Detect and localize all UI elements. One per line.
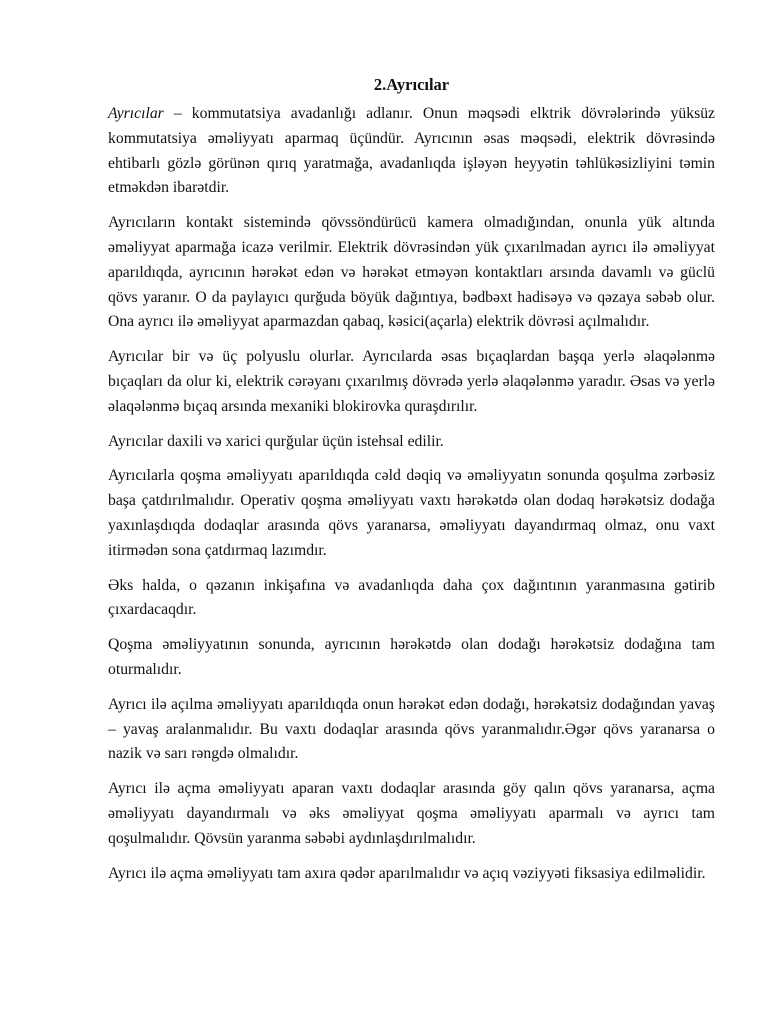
paragraph-contact-system: Ayrıcıların kontakt sistemində qövssöndürücü kamera olmadığından, onunla yük altında əməliyyat aparmağa icazə verilmir. Elektrik dövrəsindən yük çıxarılmadan ayrıcı ilə əməliyyat aparıldıqda, ayrıcının hərəkət edən və hərəkət etməyən kontaktları arsında davamlı və güclü qövs yaranır. O da paylayıcı qurğuda böyük dağıntıya, bədbəxt hadisəyə və qəzaya səbəb olur. Ona ayrıcı ilə əməliyyat aparmazdan qabaq, kəsici(açarla) elektrik dövrəsi açılmalıdır. xyxy=(108,214,715,331)
intro-text: – kommutatsiya avadanlığı adlanır. Onun məqsədi elktrik dövrələrində yüksüz kommutatsiya əməliyyatı aparmaq üçündür. Ayrıcının əsas məqsədi, elektrik dövrəsində ehtibarlı gözlə görünən qırıq yaratmağa, avadanlıqda işləyən heyyətin təhlükəsizliyini təmin etməkdən ibarətdir. xyxy=(108,105,715,197)
paragraph-otherwise: Əks halda, o qəzanın inkişafına və avadanlıqda daha çox dağıntının yaranmasına gətirib çıxardacaqdır. xyxy=(108,576,715,619)
page-title: 2.Ayrıcılar xyxy=(373,75,450,94)
intro-paragraph xyxy=(108,102,715,201)
paragraph-blue-arc: Ayrıcı ilə açma əməliyyatı aparan vaxtı dodaqlar arasında göy qalın qövs yaranarsa, açma əməliyyatı dayandırmalı və əks əməliyyat qoşma əməliyyatı aparmalı və ayrıcı tam qoşulmalıdır. Qövsün yaranma səbəbi aydınlaşdırılmalıdır. xyxy=(108,780,715,847)
paragraph-final: Ayrıcı ilə açma əməliyyatı tam axıra qədər aparılmalıdır və açıq vəziyyəti fiksasiya edilməlidir. xyxy=(108,864,706,882)
paragraph-closing-end: Qoşma əməliyyatının sonunda, ayrıcının hərəkətdə olan dodağı hərəkətsiz dodağına tam oturmalıdır. xyxy=(108,636,715,678)
paragraph-opening-operation: Ayrıcı ilə açılma əməliyyatı aparıldıqda onun hərəkət edən dodağı, hərəkətsiz dodağından yavaş – yavaş aralanmalıdır. Bu vaxtı dodaqlar arasında qövs yaranmalıdır.Əgər qövs yaranarsa o nazik və sarı rəngdə olmalıdır. xyxy=(108,695,715,763)
paragraph-poles: Ayrıcılar bir və üç polyuslu olurlar. Ayrıcılarda əsas bıçaqlardan başqa yerlə əlaqələnmə bıçaqları da olur ki, elektrik cərəyanı çıxarılmış dövrədə yerlə əlaqələnmə yaradır. Əsas və yerlə əlaqələnmə bıçaq arsında mexaniki blokirovka quraşdırılır. xyxy=(108,348,715,415)
document-page xyxy=(108,72,715,896)
paragraph-closing-operation: Ayrıcılarla qoşma əməliyyatı aparıldıqda cəld dəqiq və əməliyyatın sonunda qoşulma zərbəsiz başa çatdırılmalıdır. Operativ qoşma əməliyyatı vaxtı hərəkətdə olan dodaq hərəkətsiz dodağa yaxınlaşdıqda dodaqlar arasında qövs yaranarsa, əməliyyatı dayandırmaq olmaz, onu vaxt itirmədən sona çatdırmaq lazımdır. xyxy=(108,467,715,559)
defined-term: Ayrıcılar xyxy=(108,105,164,122)
paragraph-manufacture: Ayrıcılar daxili və xarici qurğular üçün istehsal edilir. xyxy=(108,432,444,450)
